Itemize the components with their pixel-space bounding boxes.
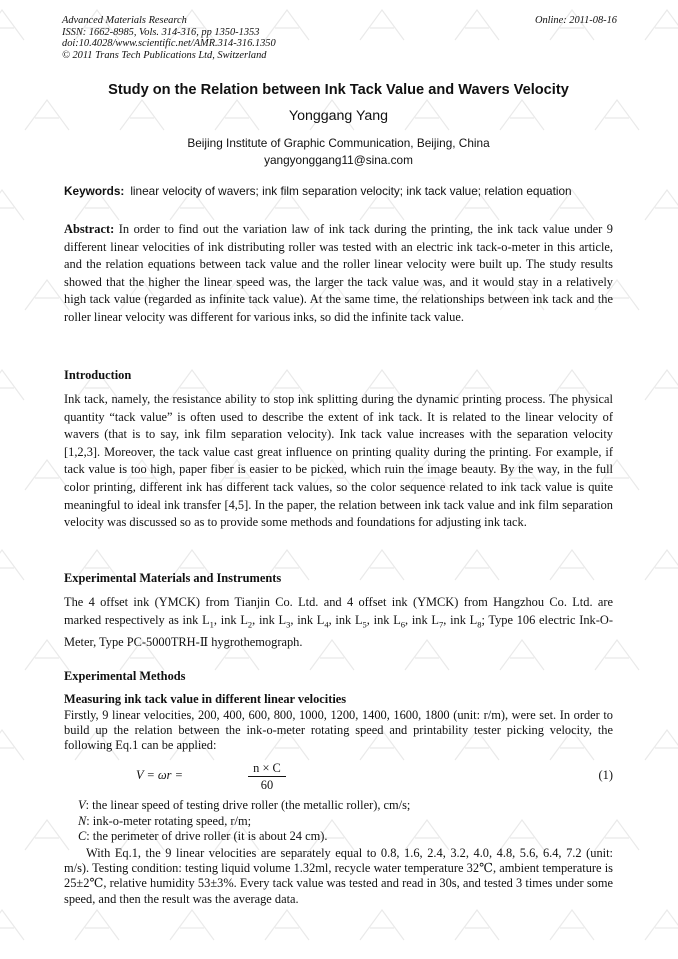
methods-text: Firstly, 9 linear velocities, 200, 400, 600, 800, 1000, 1200, 1400, 1600, 1800 (unit: r/m), were set. In order to build up the relation between the ink-o-meter rotating speed and printability tester picking velocity, the following Eq.1 can be applied: <box>64 708 613 753</box>
materials-text <box>64 594 613 651</box>
ink-subscript: 2 <box>247 619 253 630</box>
ink-subscript: 7 <box>438 619 444 630</box>
journal-header <box>62 15 617 61</box>
abstract-label: Abstract: <box>64 222 115 236</box>
copyright-line: © 2011 Trans Tech Publications Ltd, Switzerland <box>62 49 267 61</box>
journal-name: Advanced Materials Research <box>62 15 187 26</box>
materials-text-b: ; Type 106 electric Ink-O-Meter, Type PC-5000TRH-Ⅱ hygrothemograph. <box>64 612 613 649</box>
keywords <box>64 184 619 198</box>
test-conditions: With Eq.1, the 9 linear velocities are separately equal to 0.8, 1.6, 2.4, 3.2, 4.0, 4.8, 5.6, 6.4, 7.2 (unit: m/s). Testing condition: testing liquid volume 1.32ml, recycle water temperature 32℃, ambient temperature is 25±2℃, relative humidity 53±3%. Every tack value was tested and read in 30s, and tested 3 times under some speed, and then the result was the average data. <box>64 846 613 906</box>
variable-n: N: ink-o-meter rotating speed, r/m; <box>78 813 252 828</box>
equation-fraction <box>248 760 286 794</box>
ink-subscript: 5 <box>362 619 367 630</box>
ink-prefix: , ink L <box>443 612 478 627</box>
ink-prefix: , ink L <box>252 612 287 627</box>
keywords-text: linear velocity of wavers; ink film separation velocity; ink tack value; relation equation <box>130 184 572 198</box>
affiliation: Beijing Institute of Graphic Communication, Beijing, China <box>187 136 490 150</box>
abstract-text: In order to find out the variation law of ink tack during the printing, the ink tack value under 9 different linear velocities of ink distributing roller was tested with an electric ink tack-o-meter in this article, and the relation equations between tack value and the roller linear velocity were built up. The study results showed that the higher the linear speed was, the larger the tack value was, and it would stay in a relatively high tack value (regarded as infinite tack value). At the same time, the relationships between ink tack and the roller linear velocity was different for various inks, so did the infinite tack value. <box>64 222 613 324</box>
ink-prefix: , ink L <box>290 612 325 627</box>
equation-numerator: n × C <box>248 760 286 777</box>
abstract <box>64 221 613 327</box>
introduction-heading: Introduction <box>64 368 132 382</box>
ink-subscript: 1 <box>209 619 214 630</box>
ink-subscript: 8 <box>477 619 482 630</box>
equation-lhs: V = ωr = <box>136 768 183 782</box>
ink-subscript: 3 <box>286 619 291 630</box>
issn-line: ISSN: 1662-8985, Vols. 314-316, pp 1350-1353 <box>62 26 260 38</box>
variable-c: C: the perimeter of drive roller (it is about 24 cm). <box>78 829 328 844</box>
equation-number: (1) <box>598 768 613 782</box>
paper-title: Study on the Relation between Ink Tack Value and Wavers Velocity <box>108 82 569 98</box>
equation-1 <box>64 760 613 794</box>
ink-subscript: 6 <box>400 619 406 630</box>
methods-subheading: Measuring ink tack value in different linear velocities <box>64 692 347 706</box>
methods-heading: Experimental Methods <box>64 669 186 683</box>
ink-prefix: , ink L <box>366 612 401 627</box>
keywords-label: Keywords: <box>64 184 125 198</box>
variable-v: V: the linear speed of testing drive roller (the metallic roller), cm/s; <box>78 798 411 812</box>
author-name: Yonggang Yang <box>288 108 389 124</box>
introduction-text: Ink tack, namely, the resistance ability to stop ink splitting during the dynamic printing process. The physical quantity “tack value” is often used to describe the extent of ink tack. It is related to the linear velocity of wavers (that is to say, ink film separation velocity). Ink tack value increases with the separation velocity [1,2,3]. Moreover, the tack value cast great influence on printing quality during the printing. For example, if tack value is too high, paper fiber is easier to be picked, which ruin the image beauty. By the way, in the full color printing, different ink has different tack values, so the color sequence related to ink tack value is quite meaningful to ideal ink transfer [4,5]. In the paper, the relation between ink tack value and ink film separation velocity was discussed so as to provide some methods and foundations for adjusting ink tack. <box>64 392 613 530</box>
materials-heading: Experimental Materials and Instruments <box>64 571 282 585</box>
ink-prefix: , ink L <box>405 612 439 627</box>
ink-subscript: 4 <box>324 619 329 630</box>
online-date: Online: 2011-08-16 <box>534 15 617 26</box>
ink-label-list <box>209 612 482 630</box>
ink-prefix: , ink L <box>328 612 363 627</box>
equation-denominator: 60 <box>260 778 274 792</box>
ink-prefix: , ink L <box>213 612 248 627</box>
variable-definitions <box>78 798 618 845</box>
author-email: yangyonggang11@sina.com <box>264 153 413 167</box>
materials-text-a: The 4 offset ink (YMCK) from Tianjin Co. Ltd. and 4 offset ink (YMCK) from Hangzhou Co. Ltd. are marked respectively as ink L <box>64 595 613 627</box>
doi-line: doi:10.4028/www.scientific.net/AMR.314-316.1350 <box>62 38 276 49</box>
